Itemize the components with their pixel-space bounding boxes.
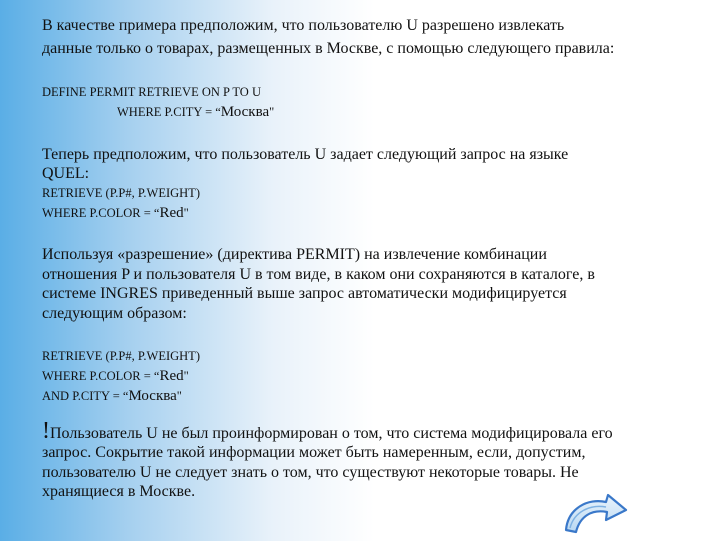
permit-rule-where: WHERE P.CITY = “ [117,105,221,119]
modified-query-where: WHERE P.COLOR = “ [42,369,160,383]
modified-query-line-3 [42,388,182,405]
query-intro-line-1: Теперь предположим, что пользователь U задает следующий запрос на языке [42,146,569,163]
modified-query-line-2 [42,368,189,385]
explanation-line-2: отношения P и пользователя U в том виде, в каком они сохраняются в каталоге, в [42,266,595,283]
permit-rule-quote: " [269,105,275,119]
modified-query-color-value: Red [159,368,184,384]
intro-line-2: данные только о товарах, размещенных в Москве, с помощью следующего правила: [42,40,615,57]
intro-line-1: В качестве примера предположим, что пользователю U разрешено извлекать [42,17,565,34]
permit-rule-city-value: Москва [220,104,270,120]
query-color-value: Red [159,205,184,221]
modified-query-city-value: Москва [128,388,177,404]
next-slide-button[interactable] [560,490,635,536]
query-quote: " [183,206,189,220]
permit-rule-line-2 [117,104,274,121]
permit-rule-line-1: DEFINE PERMIT RETRIEVE ON P TO U [42,85,261,99]
explanation-line-4: следующим образом: [42,305,187,322]
conclusion-line-2: запрос. Сокрытие такой информации может быть намеренным, если, допустим, [42,444,586,461]
curved-arrow-icon [560,490,635,536]
modified-query-quote-2: " [176,389,182,403]
query-intro-line-2: QUEL: [42,165,90,182]
query-line-2 [42,205,189,222]
modified-query-line-1: RETRIEVE (P.P#, P.WEIGHT) [42,349,200,363]
explanation-line-1: Используя «разрешение» (директива PERMIT) на извлечение комбинации [42,246,547,263]
conclusion-line-1-text: Пользователь U не был проинформирован о том, что система модифицировала его [50,425,613,442]
query-line-1: RETRIEVE (P.P#, P.WEIGHT) [42,186,200,200]
modified-query-quote-1: " [183,369,189,383]
exclamation-mark: ! [42,418,50,444]
modified-query-and: AND P.CITY = “ [42,389,129,403]
conclusion-line-3: пользователю U не следует знать о том, что существуют некоторые товары. Не [42,464,579,481]
explanation-line-3: системе INGRES приведенный выше запрос автоматически модифицируется [42,285,567,302]
query-where: WHERE P.COLOR = “ [42,206,160,220]
conclusion-line-1 [42,418,613,444]
conclusion-line-4: хранящиеся в Москве. [42,483,196,500]
